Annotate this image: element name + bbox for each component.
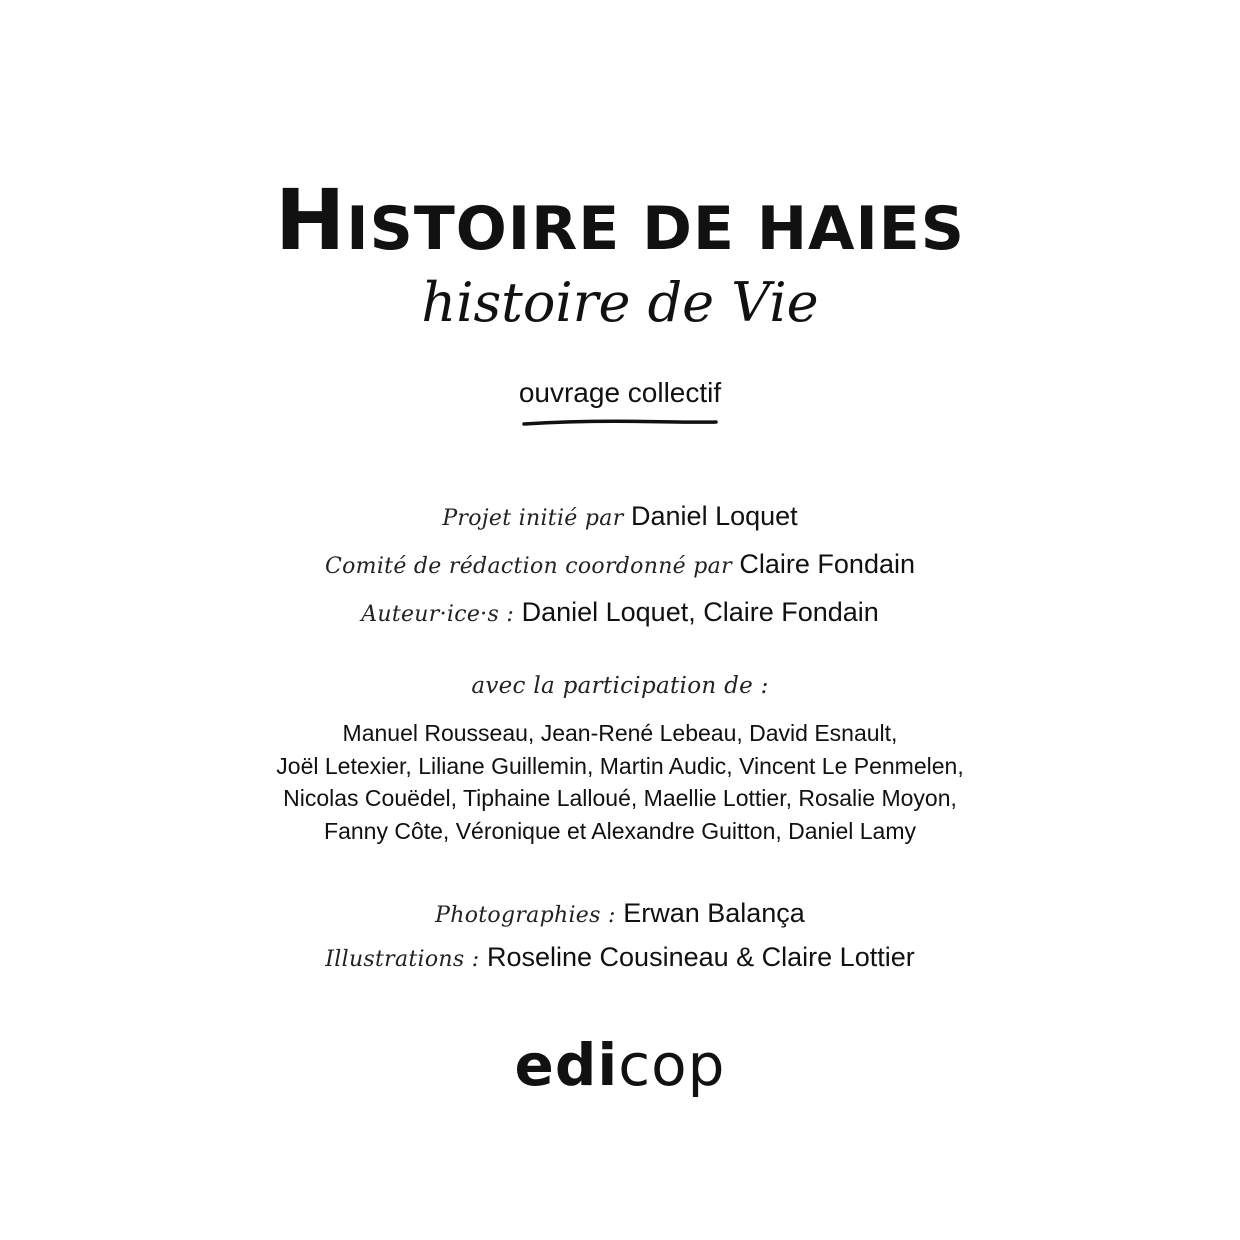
credit-auteurs-label: Auteur·ice·s : bbox=[361, 602, 515, 627]
publisher-logo-light: cop bbox=[618, 1031, 726, 1099]
brush-underline bbox=[522, 419, 718, 427]
credit-auteurs-value: Daniel Loquet, Claire Fondain bbox=[521, 597, 879, 627]
credit-illustrations-label: Illustrations : bbox=[325, 947, 480, 972]
book-title bbox=[0, 171, 1240, 269]
credit-illustrations bbox=[0, 944, 1240, 971]
credit-comite-label: Comité de rédaction coordonné par bbox=[325, 554, 732, 579]
participants-line: Manuel Rousseau, Jean-René Lebeau, David Esnault, bbox=[342, 720, 898, 746]
credit-projet-value: Daniel Loquet bbox=[631, 501, 798, 531]
participation-label: avec la participation de : bbox=[471, 673, 769, 699]
credit-photo-value: Erwan Balança bbox=[623, 898, 805, 928]
book-title-initial: H bbox=[274, 171, 347, 269]
participants-line: Nicolas Couëdel, Tiphaine Lalloué, Maellie Lottier, Rosalie Moyon, bbox=[283, 785, 957, 811]
credit-projet bbox=[0, 503, 1240, 530]
participants-list bbox=[0, 717, 1240, 847]
credit-comite bbox=[0, 551, 1240, 578]
book-subtitle: histoire de Vie bbox=[421, 271, 819, 334]
participants-line: Fanny Côte, Véronique et Alexandre Guitton, Daniel Lamy bbox=[324, 817, 916, 844]
credit-photo bbox=[0, 900, 1240, 927]
credit-illustrations-value: Roseline Cousineau & Claire Lottier bbox=[486, 942, 915, 972]
publisher-logo bbox=[0, 1031, 1240, 1099]
credit-projet-label: Projet initié par bbox=[442, 506, 624, 531]
publisher-logo-bold: edi bbox=[514, 1031, 619, 1099]
credit-photo-label: Photographies : bbox=[435, 903, 616, 928]
collective-work-label: ouvrage collectif bbox=[518, 377, 722, 408]
credit-auteurs bbox=[0, 599, 1240, 626]
credit-comite-value: Claire Fondain bbox=[739, 549, 915, 579]
book-title-rest: ISTOIRE DE HAIES bbox=[346, 194, 966, 264]
participants-line: Joël Letexier, Liliane Guillemin, Martin Audic, Vincent Le Penmelen, bbox=[276, 752, 964, 779]
